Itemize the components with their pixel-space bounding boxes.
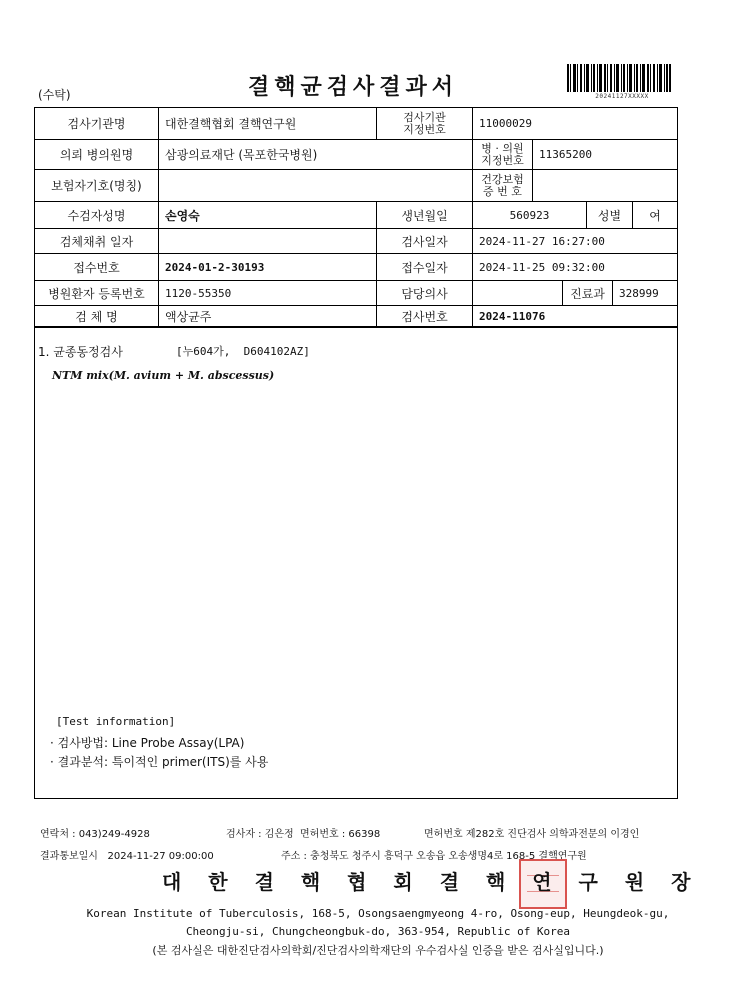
institution-value: 대한결핵협회 결핵연구원: [159, 108, 377, 140]
receipt-number-label: 접수번호: [35, 254, 159, 281]
collection-date-label: 검체채취 일자: [35, 229, 159, 254]
specimen-value: 액상균주: [159, 306, 377, 326]
hospital-number-value: 11365200: [533, 140, 677, 170]
birth-date-label: 생년월일: [377, 202, 473, 229]
registration-number-label: 병원환자 등록번호: [35, 281, 159, 306]
examiner-info: 검사자 : 김은정 면허번호 : 66398: [226, 829, 381, 840]
birth-date-value: 560923: [473, 202, 587, 229]
report-datetime: 결과통보일시 2024-11-27 09:00:00: [40, 851, 214, 862]
insurance-label: 보험자기호(명칭): [35, 170, 159, 202]
contact-number: 연락처 : 043)249-4928: [40, 829, 150, 840]
test-number-label: 검사번호: [377, 306, 473, 326]
korean-address: 주소 : 충청북도 청주시 흥덕구 오송읍 오송생명4로 168-5 결핵연구원: [281, 851, 587, 862]
patient-name-value: 손영숙: [159, 202, 377, 229]
test-info-title: [Test information]: [56, 715, 176, 728]
health-number-value: [533, 170, 677, 202]
english-address-line-1: Korean Institute of Tuberculosis, 168-5, Osongsaengmyeong 4-ro, Osong-eup, Heungdeok-gu,: [86, 907, 670, 920]
result-box: [34, 327, 678, 799]
patient-name-label: 수검자성명: [35, 202, 159, 229]
result-item-title: 1. 균종동정검사: [38, 345, 123, 359]
certification-note: (본 검사실은 대한진단검사의학회/진단검사의학재단의 우수검사실 인증을 받은 검사실입니다.): [152, 944, 604, 957]
receipt-date-value: 2024-11-25 09:32:00: [473, 254, 677, 281]
organization-name: 대 한 결 핵 협 회 결 핵 연 구 원 장: [162, 870, 701, 894]
receipt-date-label: 접수일자: [377, 254, 473, 281]
institution-number-label: 검사기관 지정번호: [377, 108, 473, 140]
department-label: 진료과: [563, 281, 613, 306]
barcode-image: [567, 64, 671, 92]
english-address-line-2: Cheongju-si, Chungcheongbuk-do, 363-954, Republic of Korea: [185, 925, 571, 938]
health-number-label: 건강보험 증 번 호: [473, 170, 533, 202]
result-finding: NTM mix(M. avium + M. abscessus): [52, 369, 275, 382]
collection-date-value: [159, 229, 377, 254]
doctor-value: [473, 281, 563, 306]
doctor-label: 담당의사: [377, 281, 473, 306]
test-number-value: 2024-11076: [479, 309, 546, 323]
receipt-number-value: 2024-01-2-30193: [159, 254, 377, 281]
insurance-value: [159, 170, 473, 202]
barcode-number: 20241127XXXXX: [595, 93, 649, 100]
institution-number-value: 11000029: [473, 108, 677, 140]
document-title: 결핵균검사결과서: [248, 75, 459, 100]
test-method: · 검사방법: Line Probe Assay(LPA): [50, 736, 245, 750]
sex-label: 성별: [587, 202, 633, 229]
registration-number-value: 1120-55350: [159, 281, 377, 306]
department-value: 328999: [613, 281, 677, 306]
test-date-value: 2024-11-27 16:27:00: [473, 229, 677, 254]
result-item-code: [누604가, D604102AZ]: [176, 345, 310, 358]
confirmer-info: 면허번호 제282호 진단검사 의학과전문의 이경인: [424, 829, 640, 840]
sex-value: 여: [633, 202, 677, 229]
info-table: [34, 107, 678, 327]
result-analysis: · 결과분석: 특이적인 primer(ITS)를 사용: [50, 755, 269, 769]
specimen-label: 검 체 명: [35, 306, 159, 326]
hospital-value: 삼광의료재단 (목포한국병원): [159, 140, 473, 170]
test-date-label: 검사일자: [377, 229, 473, 254]
hospital-label: 의뢰 병의원명: [35, 140, 159, 170]
hospital-number-label: 병 · 의원 지정번호: [473, 140, 533, 170]
copy-mark: (수탁): [38, 88, 71, 102]
institution-label: 검사기관명: [35, 108, 159, 140]
